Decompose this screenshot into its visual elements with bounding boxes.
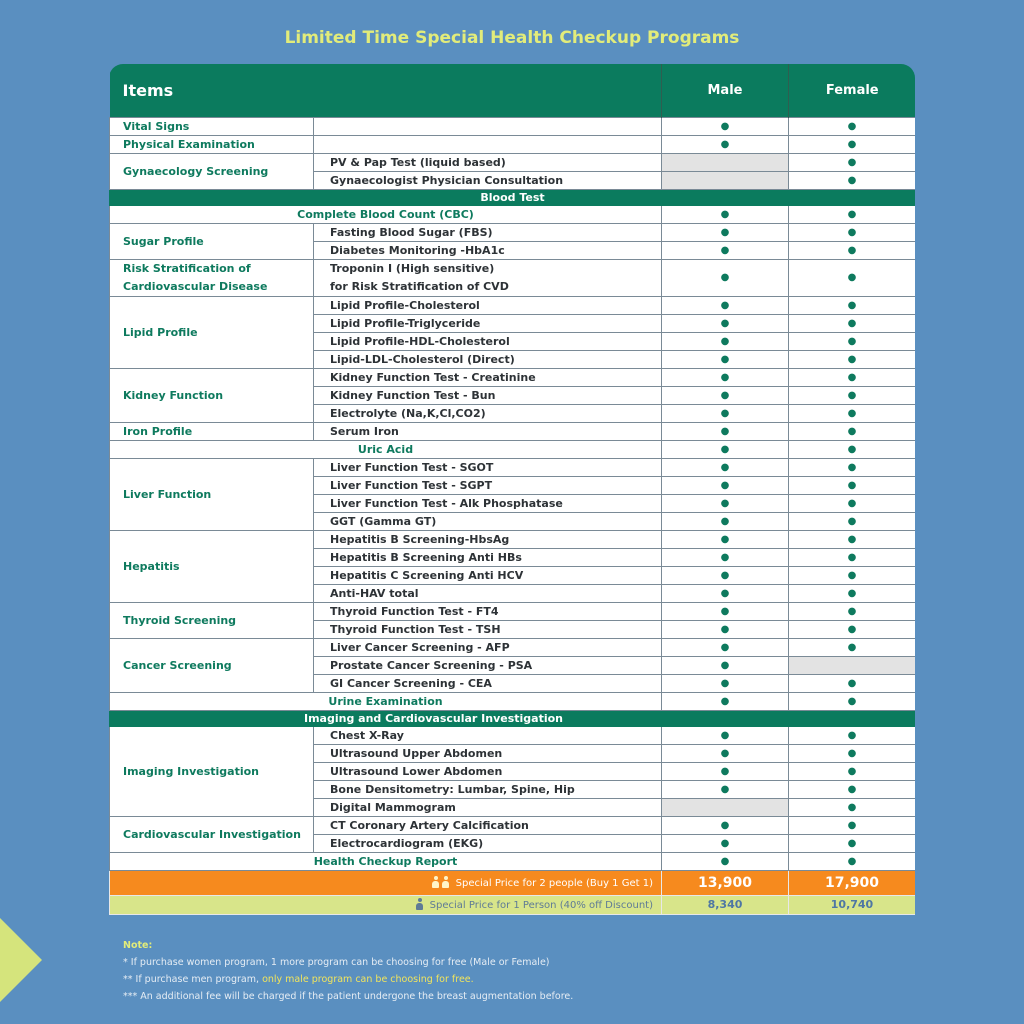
category-kidney-function: Kidney Function [110,369,314,423]
male-included-mark: ● [662,727,789,745]
item-health-report: Health Checkup Report [110,853,662,871]
item-lipid-chol: Lipid Profile-Cholesterol [314,297,662,315]
item-gyn-consult: Gynaecologist Physician Consultation [314,172,662,190]
category-gynaecology: Gynaecology Screening [110,154,314,190]
category-risk-cvd-line2: Cardiovascular Disease [123,280,268,293]
female-included-mark: ● [789,441,916,459]
page-title: Limited Time Special Health Checkup Programs [284,28,740,48]
note-line-2 [123,971,573,988]
item-psa: Prostate Cancer Screening - PSA [314,657,662,675]
female-included-mark: ● [789,495,916,513]
item-pv-pap: PV & Pap Test (liquid based) [314,154,662,172]
female-included-mark: ● [789,585,916,603]
item-electrolyte: Electrolyte (Na,K,Cl,CO2) [314,405,662,423]
price-one-person-female: 10,740 [789,896,916,915]
male-included-mark: ● [662,549,789,567]
item-anti-hcv: Hepatitis C Screening Anti HCV [314,567,662,585]
male-included-mark: ● [662,567,789,585]
female-included-mark: ● [789,333,916,351]
price-row-two-people [110,871,916,896]
female-included-mark: ● [789,745,916,763]
male-included-mark: ● [662,315,789,333]
table-row [110,154,916,172]
header-female: Female [789,64,916,118]
item-sgpt: Liver Function Test - SGPT [314,477,662,495]
male-included-mark: ● [662,853,789,871]
item-ct-calcification: CT Coronary Artery Calcification [314,817,662,835]
female-included-mark: ● [789,727,916,745]
male-included-mark: ● [662,603,789,621]
table-row [110,297,916,315]
male-included-mark: ● [662,441,789,459]
female-included-mark: ● [789,351,916,369]
section-title: Blood Test [110,190,916,206]
female-included-mark: ● [789,405,916,423]
male-included-mark: ● [662,817,789,835]
item-anti-hbs: Hepatitis B Screening Anti HBs [314,549,662,567]
female-included-mark: ● [789,639,916,657]
price-one-person-label-cell [110,896,662,915]
price-one-person-male: 8,340 [662,896,789,915]
male-included-mark: ● [662,297,789,315]
category-cancer-screening: Cancer Screening [110,639,314,693]
female-included-mark: ● [789,853,916,871]
female-included-mark: ● [789,118,916,136]
female-included-mark: ● [789,387,916,405]
category-risk-cvd-line1: Risk Stratification of [123,262,251,275]
item-troponin-line1: Troponin I (High sensitive) [330,262,495,275]
male-included-mark: ● [662,693,789,711]
item-afp: Liver Cancer Screening - AFP [314,639,662,657]
male-included-mark: ● [662,657,789,675]
male-included-mark: ● [662,260,789,297]
table-row [110,693,916,711]
male-not-included [662,172,789,190]
price-two-people-female: 17,900 [789,871,916,896]
notes [123,937,573,1005]
male-included-mark: ● [662,763,789,781]
item-fbs: Fasting Blood Sugar (FBS) [314,224,662,242]
male-included-mark: ● [662,118,789,136]
item-cbc: Complete Blood Count (CBC) [110,206,662,224]
male-included-mark: ● [662,675,789,693]
header-male: Male [662,64,789,118]
female-included-mark: ● [789,423,916,441]
header-items: Items [110,64,662,118]
male-included-mark: ● [662,531,789,549]
item-uric-acid: Uric Acid [110,441,662,459]
female-included-mark: ● [789,154,916,172]
note-line-2-prefix: ** If purchase men program, [123,974,260,985]
male-not-included [662,154,789,172]
male-included-mark: ● [662,621,789,639]
table-row [110,603,916,621]
section-imaging-cardio [110,711,916,727]
section-title: Imaging and Cardiovascular Investigation [110,711,662,727]
category-liver-function: Liver Function [110,459,314,531]
male-included-mark: ● [662,423,789,441]
table-row [110,817,916,835]
item-hba1c: Diabetes Monitoring -HbA1c [314,242,662,260]
item-ekg: Electrocardiogram (EKG) [314,835,662,853]
table-row [110,206,916,224]
female-included-mark: ● [789,817,916,835]
female-included-mark: ● [789,206,916,224]
table-row [110,441,916,459]
checkup-table [109,64,915,915]
male-included-mark: ● [662,585,789,603]
female-included-mark: ● [789,603,916,621]
male-included-mark: ● [662,136,789,154]
male-included-mark: ● [662,224,789,242]
person-icon [416,898,423,910]
male-included-mark: ● [662,351,789,369]
category-iron-profile: Iron Profile [110,423,314,441]
price-two-people-label: Special Price for 2 people (Buy 1 Get 1) [455,878,653,889]
table-row [110,639,916,657]
male-included-mark: ● [662,745,789,763]
female-included-mark: ● [789,675,916,693]
price-one-person-label: Special Price for 1 Person (40% off Discount) [429,900,653,911]
male-included-mark: ● [662,495,789,513]
category-vital-signs: Vital Signs [110,118,314,136]
table-row [110,369,916,387]
category-imaging: Imaging Investigation [110,727,314,817]
male-included-mark: ● [662,639,789,657]
item-ggt: GGT (Gamma GT) [314,513,662,531]
category-thyroid: Thyroid Screening [110,603,314,639]
people-icon [432,876,439,888]
category-lipid-profile: Lipid Profile [110,297,314,369]
table-row [110,136,916,154]
female-included-mark: ● [789,763,916,781]
female-included-mark: ● [789,835,916,853]
male-included-mark: ● [662,242,789,260]
male-included-mark: ● [662,477,789,495]
item-chest-xray: Chest X-Ray [314,727,662,745]
table-row [110,260,916,297]
female-included-mark: ● [789,781,916,799]
female-included-mark: ● [789,799,916,817]
price-row-one-person [110,896,916,915]
table-row [110,853,916,871]
category-sugar-profile: Sugar Profile [110,224,314,260]
male-not-included [662,799,789,817]
male-included-mark: ● [662,781,789,799]
item-creatinine: Kidney Function Test - Creatinine [314,369,662,387]
female-not-included [789,657,916,675]
item-bone-density: Bone Densitometry: Lumbar, Spine, Hip [314,781,662,799]
female-included-mark: ● [789,224,916,242]
female-included-mark: ● [789,242,916,260]
female-included-mark: ● [789,549,916,567]
table-row [110,459,916,477]
note-line-1: * If purchase women program, 1 more program can be choosing for free (Male or Female) [123,957,550,968]
item-troponin [314,260,662,297]
male-included-mark: ● [662,513,789,531]
item-sgot: Liver Function Test - SGOT [314,459,662,477]
item-troponin-line2: for Risk Stratification of CVD [330,280,509,293]
item-mammogram: Digital Mammogram [314,799,662,817]
category-physical-exam: Physical Examination [110,136,314,154]
category-risk-cvd [110,260,314,297]
item-serum-iron: Serum Iron [314,423,662,441]
female-included-mark: ● [789,531,916,549]
item-lipid-trig: Lipid Profile-Triglyceride [314,315,662,333]
female-included-mark: ● [789,260,916,297]
item-anti-hav: Anti-HAV total [314,585,662,603]
item-us-lower: Ultrasound Lower Abdomen [314,763,662,781]
female-included-mark: ● [789,477,916,495]
female-included-mark: ● [789,567,916,585]
table-header [110,64,916,118]
female-included-mark: ● [789,315,916,333]
table-row [110,531,916,549]
category-hepatitis: Hepatitis [110,531,314,603]
female-included-mark: ● [789,297,916,315]
item-ft4: Thyroid Function Test - FT4 [314,603,662,621]
notes-title: Note: [123,940,153,951]
section-title-fill [662,711,916,727]
female-included-mark: ● [789,513,916,531]
checkup-table-card [109,64,915,915]
section-blood-test [110,190,916,206]
male-included-mark: ● [662,387,789,405]
item-empty [314,118,662,136]
table-row [110,118,916,136]
male-included-mark: ● [662,333,789,351]
note-line-3: *** An additional fee will be charged if the patient undergone the breast augmentation before. [123,991,574,1002]
male-included-mark: ● [662,369,789,387]
table-row [110,423,916,441]
female-included-mark: ● [789,369,916,387]
female-included-mark: ● [789,693,916,711]
male-included-mark: ● [662,835,789,853]
note-line-2-highlight: only male program can be choosing for free. [262,974,474,985]
decorative-corner-triangle [0,918,42,1002]
category-cardio: Cardiovascular Investigation [110,817,314,853]
item-bun: Kidney Function Test - Bun [314,387,662,405]
female-included-mark: ● [789,136,916,154]
male-included-mark: ● [662,405,789,423]
table-row [110,224,916,242]
item-lipid-hdl: Lipid Profile-HDL-Cholesterol [314,333,662,351]
item-empty [314,136,662,154]
table-row [110,727,916,745]
male-included-mark: ● [662,206,789,224]
female-included-mark: ● [789,459,916,477]
people-icon [442,876,449,888]
male-included-mark: ● [662,459,789,477]
item-lipid-ldl: Lipid-LDL-Cholesterol (Direct) [314,351,662,369]
price-two-people-male: 13,900 [662,871,789,896]
female-included-mark: ● [789,172,916,190]
item-tsh: Thyroid Function Test - TSH [314,621,662,639]
item-alk-phos: Liver Function Test - Alk Phosphatase [314,495,662,513]
price-two-people-label-cell [110,871,662,896]
female-included-mark: ● [789,621,916,639]
item-urine-exam: Urine Examination [110,693,662,711]
item-us-upper: Ultrasound Upper Abdomen [314,745,662,763]
item-hbsag: Hepatitis B Screening-HbsAg [314,531,662,549]
item-cea: GI Cancer Screening - CEA [314,675,662,693]
